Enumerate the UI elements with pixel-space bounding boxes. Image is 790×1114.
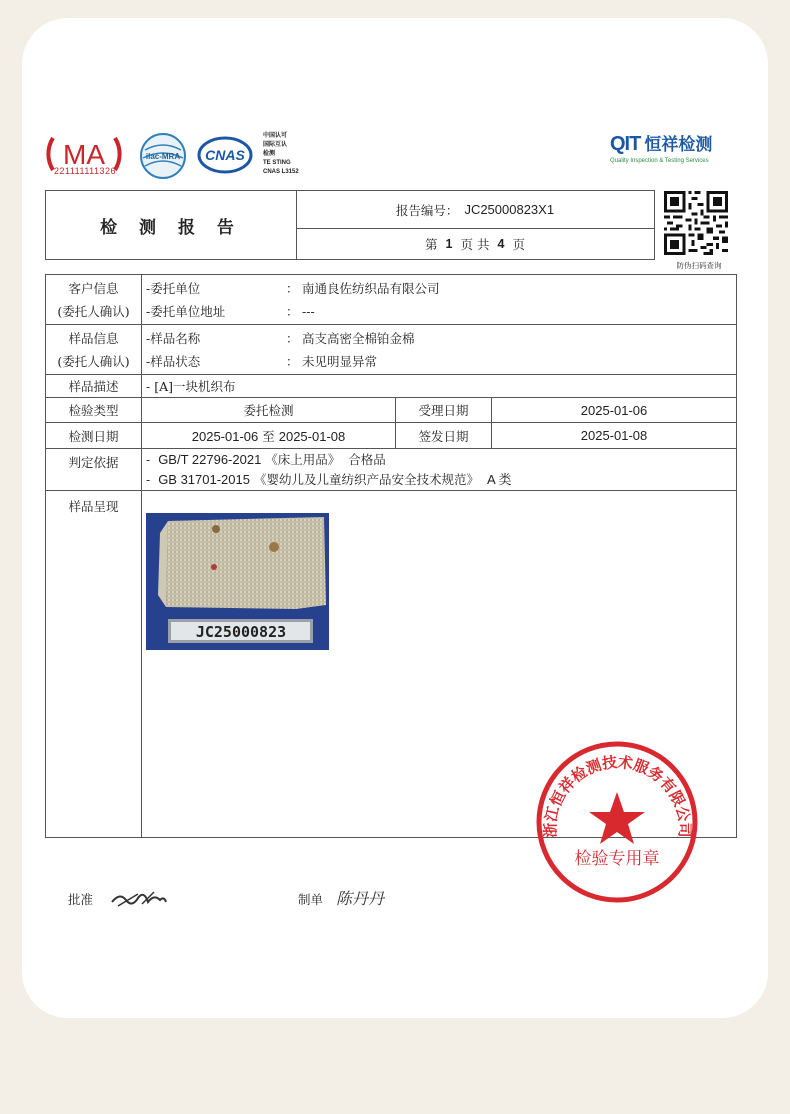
cma-text: MA [63,139,105,170]
sample-info-fields: -样品名称 ： 高支高密全棉铂金棉 -样品状态 ： 未见明显异常 [142,325,737,375]
approve-signature [108,884,170,912]
ilac-text: ilac-MRA [145,152,181,161]
qit-logo-text: QIT [610,133,641,155]
issue-date-value: 2025-01-08 [492,423,737,449]
sample-photo-tag: JC25000823 [195,623,287,641]
sample-info-row [46,325,737,375]
company-seal [535,740,700,905]
sample-presentation-label: 样品呈现 [46,491,142,838]
cnas-side-text: 中国认可 国际互认 检测 TE STING CNAS L3152 [263,133,299,175]
sample-description-value: - [A]一块机织布 [142,375,737,398]
client-info-label: 客户信息 (委托人确认) [46,275,142,325]
client-info-row [46,275,737,325]
sample-info-label: 样品信息 (委托人确认) [46,325,142,375]
qr-caption: 防伪扫码查询 [676,261,722,270]
report-number-value: JC25000823X1 [464,202,555,217]
client-name-value: 南通良佐纺织品有限公司 [302,280,440,296]
sample-name-value: 高支高密全棉铂金棉 [302,330,415,346]
report-header [45,190,655,260]
seal-text: 浙江恒祥检测技术服务有限公司 [541,753,694,838]
test-date-label: 检测日期 [46,423,142,449]
cnas-text: CNAS [205,147,245,163]
qr-code-icon[interactable] [664,191,728,255]
report-title: 检 测 报 告 [46,191,297,259]
test-date-row [46,423,737,449]
prepare-label: 制单 [298,892,324,907]
qit-subtitle: Quality Inspection & Testing Services [610,158,709,164]
cma-number: 221111111326 [53,166,117,176]
approve-label: 批准 [68,892,94,907]
sample-description-label: 样品描述 [46,375,142,398]
issue-date-label: 签发日期 [396,423,492,449]
ilac-mra-logo [139,132,187,180]
sample-description-row [46,375,737,398]
client-info-fields: -委托单位 ： 南通良佐纺织品有限公司 -委托单位地址 ： --- [142,275,737,325]
basis-standards: - GB/T 22796-2021 《床上用品》 合格品 - GB 31701-2015 《婴幼儿及儿童纺织产品安全技术规范》 A 类 [142,449,737,491]
inspection-type-value: 委托检测 [142,398,396,423]
inspection-type-row [46,398,737,423]
seal-bottom-text: 检验专用章 [574,849,660,869]
prepare-signature: 陈丹丹 [336,889,385,908]
accreditation-logos [45,128,745,188]
basis-row [46,449,737,491]
qit-logo [610,130,770,178]
sample-status-value: 未见明显异常 [302,353,378,369]
report-number: 报告编号： JC25000823X1 [296,191,654,229]
client-address-value: --- [302,303,315,319]
test-date-value: 2025-01-06 至 2025-01-08 [142,423,396,449]
inspection-type-label: 检验类型 [46,398,142,423]
received-date-label: 受理日期 [396,398,492,423]
qit-chinese-name: 恒祥检测 [644,135,713,155]
sample-photo [146,513,329,650]
received-date-value: 2025-01-06 [492,398,737,423]
page-indicator: 第 1 页 共 4 页 [425,237,525,252]
basis-label: 判定依据 [46,449,142,491]
seal-star-icon [589,792,645,844]
cnas-logo [197,136,253,174]
